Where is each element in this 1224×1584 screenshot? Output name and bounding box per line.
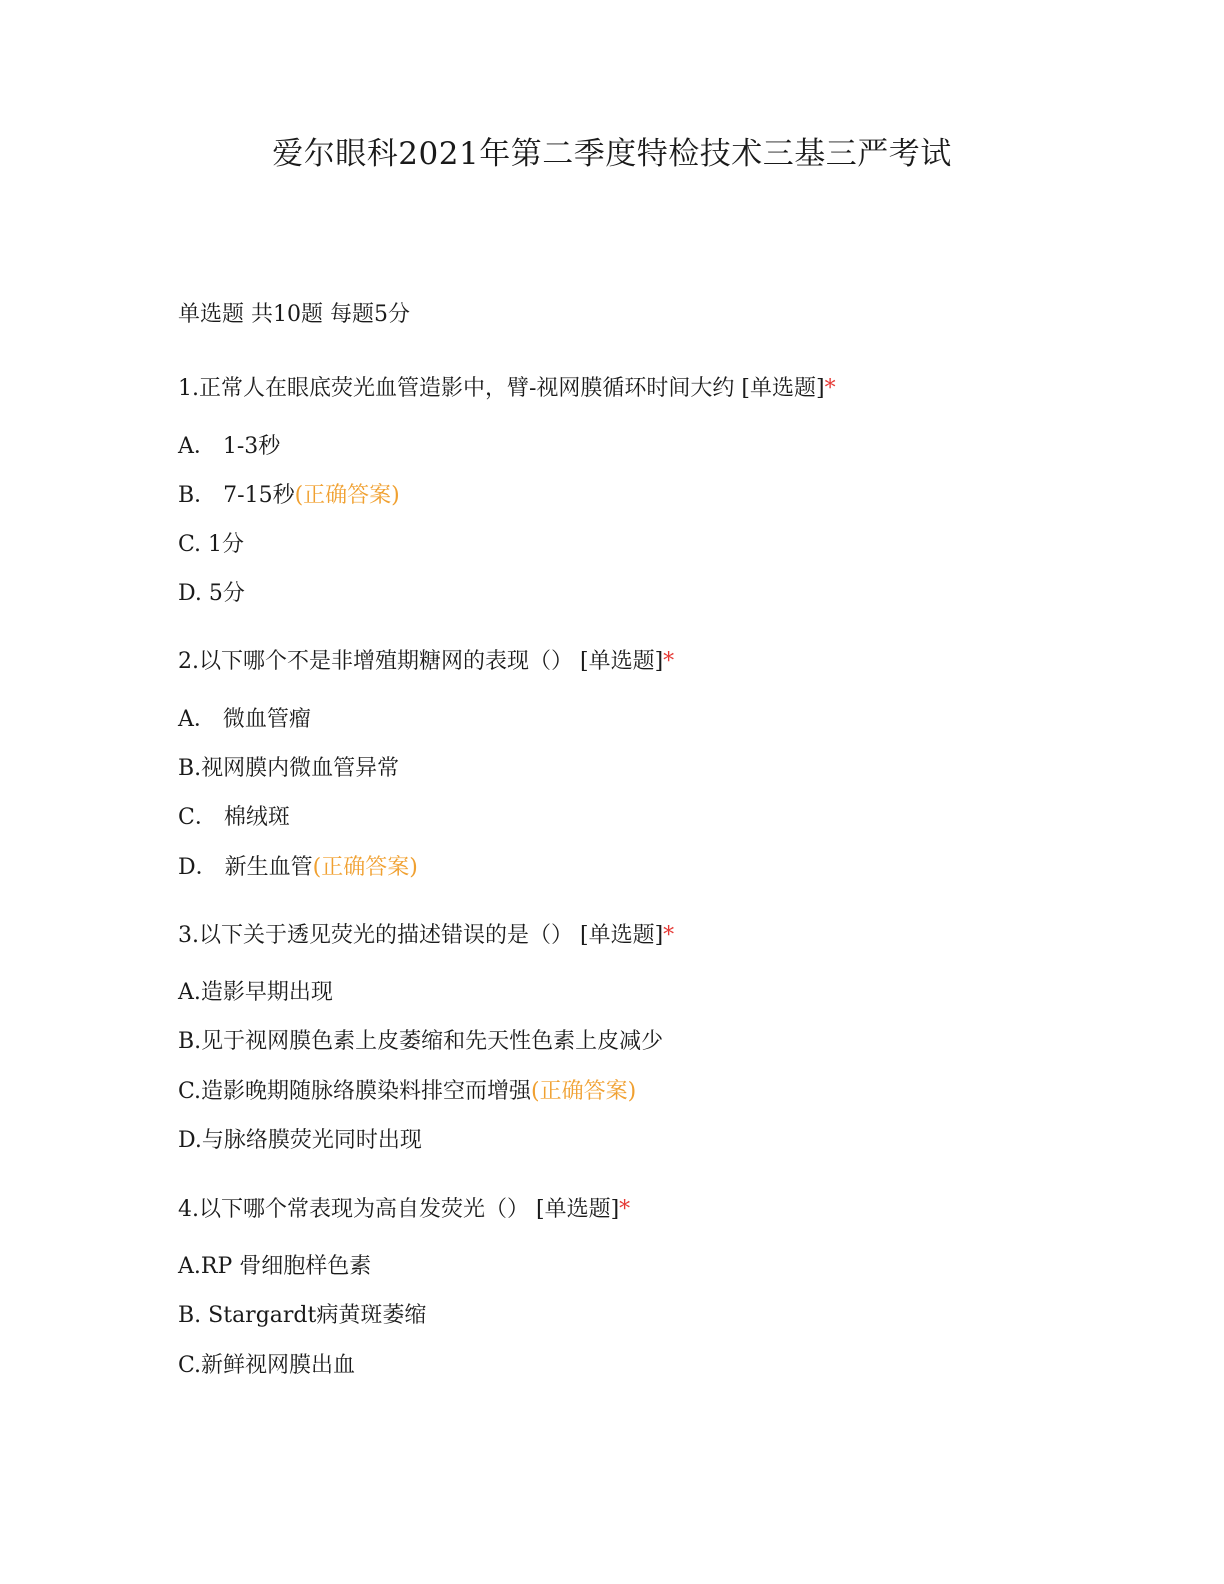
question-3-option-b[interactable] bbox=[178, 1025, 663, 1059]
question-2-option-c[interactable] bbox=[178, 801, 290, 835]
question-2-stem bbox=[178, 645, 674, 679]
question-1-stem bbox=[178, 372, 836, 406]
option-text: B.见于视网膜色素上皮萎缩和先天性色素上皮减少 bbox=[178, 1029, 664, 1054]
required-star: * bbox=[619, 1197, 631, 1222]
option-text: A． 微血管瘤 bbox=[178, 707, 311, 732]
option-text: C.新鲜视网膜出血 bbox=[178, 1353, 356, 1378]
question-4-text: 4.以下哪个常表现为高自发荧光（） [单选题] bbox=[178, 1197, 620, 1222]
option-text: C． 棉绒斑 bbox=[178, 805, 290, 830]
exam-title: 爱尔眼科2021年第二季度特检技术三基三严考试 bbox=[272, 136, 952, 172]
question-3-option-a[interactable] bbox=[178, 976, 333, 1010]
question-1-option-c[interactable] bbox=[178, 528, 244, 562]
option-text: A.造影早期出现 bbox=[178, 980, 333, 1005]
option-text: A.RP 骨细胞样色素 bbox=[178, 1254, 372, 1279]
option-text: C. 1分 bbox=[178, 532, 245, 557]
option-text: B． 7-15秒 bbox=[178, 483, 295, 508]
correct-answer-tag: (正确答案) bbox=[312, 855, 418, 880]
question-1-option-d[interactable] bbox=[178, 577, 245, 611]
option-text: B.视网膜内微血管异常 bbox=[178, 756, 400, 781]
question-3-stem bbox=[178, 919, 674, 953]
required-star: * bbox=[824, 376, 836, 401]
option-text: D． 新生血管 bbox=[178, 855, 313, 880]
option-text: B. Stargardt病黄斑萎缩 bbox=[178, 1303, 427, 1328]
required-star: * bbox=[663, 923, 675, 948]
question-2-option-b[interactable] bbox=[178, 752, 399, 786]
question-4-option-b[interactable] bbox=[178, 1299, 426, 1333]
section-header: 单选题 共10题 每题5分 bbox=[178, 302, 410, 327]
question-2-option-a[interactable] bbox=[178, 703, 311, 737]
question-1-option-b[interactable] bbox=[178, 479, 400, 513]
question-1-text: 1.正常人在眼底荧光血管造影中，臂-视网膜循环时间大约 [单选题] bbox=[178, 376, 825, 401]
question-4-option-c[interactable] bbox=[178, 1349, 355, 1383]
option-text: A． 1-3秒 bbox=[178, 434, 281, 459]
option-text: D.与脉络膜荧光同时出现 bbox=[178, 1128, 422, 1153]
question-4-stem bbox=[178, 1193, 630, 1227]
question-1-option-a[interactable] bbox=[178, 430, 280, 464]
question-3-text: 3.以下关于透见荧光的描述错误的是（） [单选题] bbox=[178, 923, 664, 948]
correct-answer-tag: (正确答案) bbox=[294, 483, 400, 508]
question-3-option-c[interactable] bbox=[178, 1075, 636, 1109]
required-star: * bbox=[663, 649, 675, 674]
option-text: D. 5分 bbox=[178, 581, 245, 606]
question-4-option-a[interactable] bbox=[178, 1250, 371, 1284]
option-text: C.造影晚期随脉络膜染料排空而增强 bbox=[178, 1079, 532, 1104]
correct-answer-tag: (正确答案) bbox=[531, 1079, 637, 1104]
question-2-option-d[interactable] bbox=[178, 851, 418, 885]
question-3-option-d[interactable] bbox=[178, 1124, 422, 1158]
question-2-text: 2.以下哪个不是非增殖期糖网的表现（） [单选题] bbox=[178, 649, 664, 674]
